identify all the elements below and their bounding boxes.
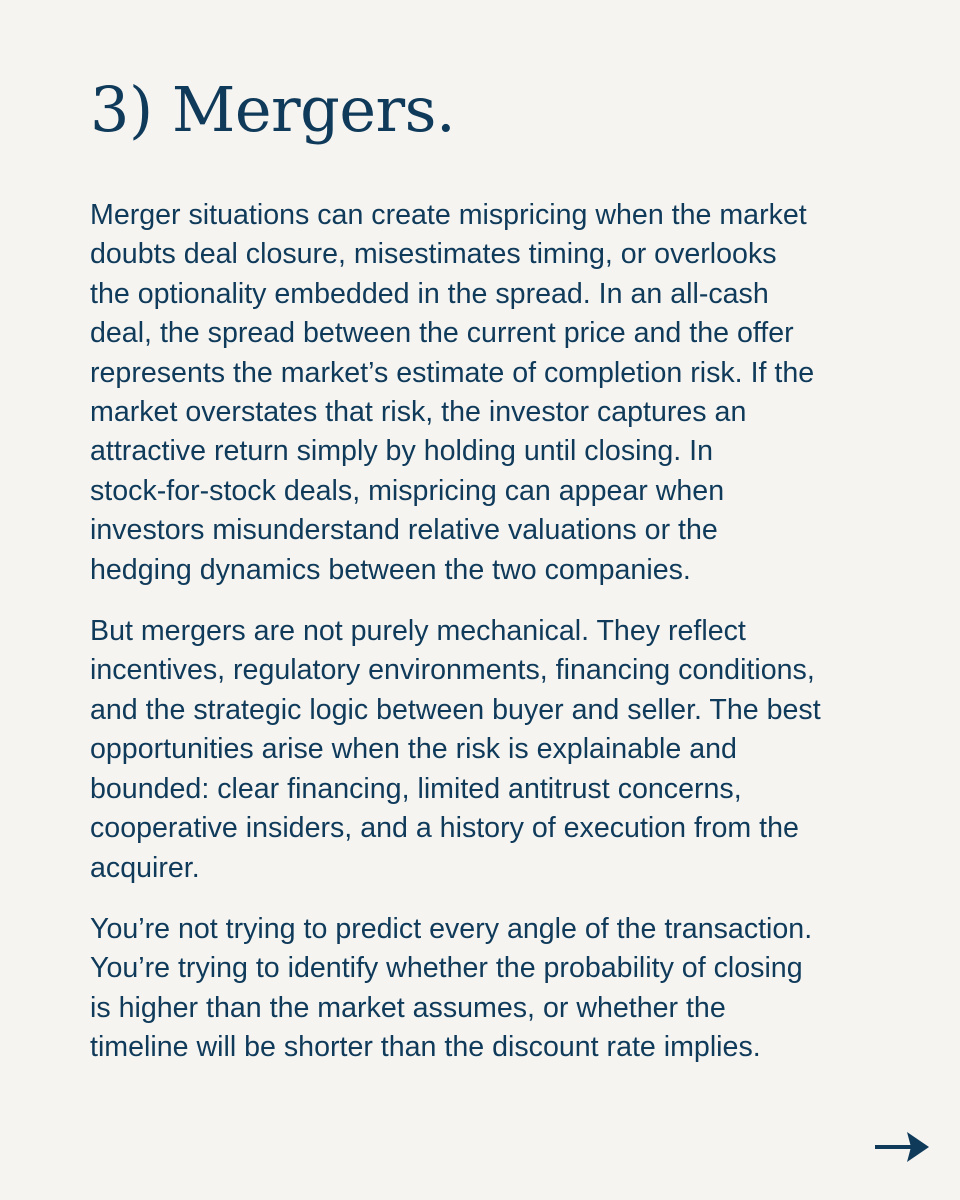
text-line: investors misunderstand relative valuations or the	[90, 514, 718, 547]
paragraph-spacer	[90, 888, 890, 910]
text-line: bounded: clear financing, limited antitrust concerns,	[90, 772, 742, 805]
page-title: 3) Mergers.	[90, 73, 456, 146]
next-arrow-icon[interactable]	[873, 1130, 931, 1164]
text-line: But mergers are not purely mechanical. They reflect	[90, 615, 746, 648]
text-line: the optionality embedded in the spread. In an all-cash	[90, 277, 769, 310]
text-line: is higher than the market assumes, or whether the	[90, 991, 726, 1024]
text-line: and the strategic logic between buyer and seller. The best	[90, 693, 821, 726]
arrow-right-icon	[873, 1130, 931, 1164]
body-text	[90, 196, 890, 1068]
text-line: attractive return simply by holding until closing. In	[90, 435, 714, 468]
text-line: represents the market’s estimate of completion risk. If the	[90, 356, 815, 389]
text-line: deal, the spread between the current price and the offer	[90, 317, 794, 350]
text-line: doubts deal closure, misestimates timing, or overlooks	[90, 238, 777, 271]
text-line: incentives, regulatory environments, financing conditions,	[90, 654, 815, 687]
text-line: cooperative insiders, and a history of execution from the	[90, 812, 799, 845]
text-line: opportunities arise when the risk is explainable and	[90, 733, 737, 766]
text-line: timeline will be shorter than the discount rate implies.	[90, 1031, 761, 1064]
text-line: market overstates that risk, the investor captures an	[90, 396, 747, 429]
paragraph-3	[90, 910, 890, 1068]
text-line: Merger situations can create mispricing when the market	[90, 199, 807, 231]
text-line: hedging dynamics between the two companies.	[90, 553, 691, 586]
text-line: acquirer.	[90, 851, 200, 884]
text-line: You’re trying to identify whether the probability of closing	[90, 952, 803, 985]
text-line: stock-for-stock deals, mispricing can appear when	[90, 474, 725, 507]
paragraph-1	[90, 196, 890, 590]
paragraph-spacer	[90, 590, 890, 612]
text-line: You’re not trying to predict every angle of the transaction.	[90, 912, 813, 945]
paragraph-2	[90, 612, 890, 888]
